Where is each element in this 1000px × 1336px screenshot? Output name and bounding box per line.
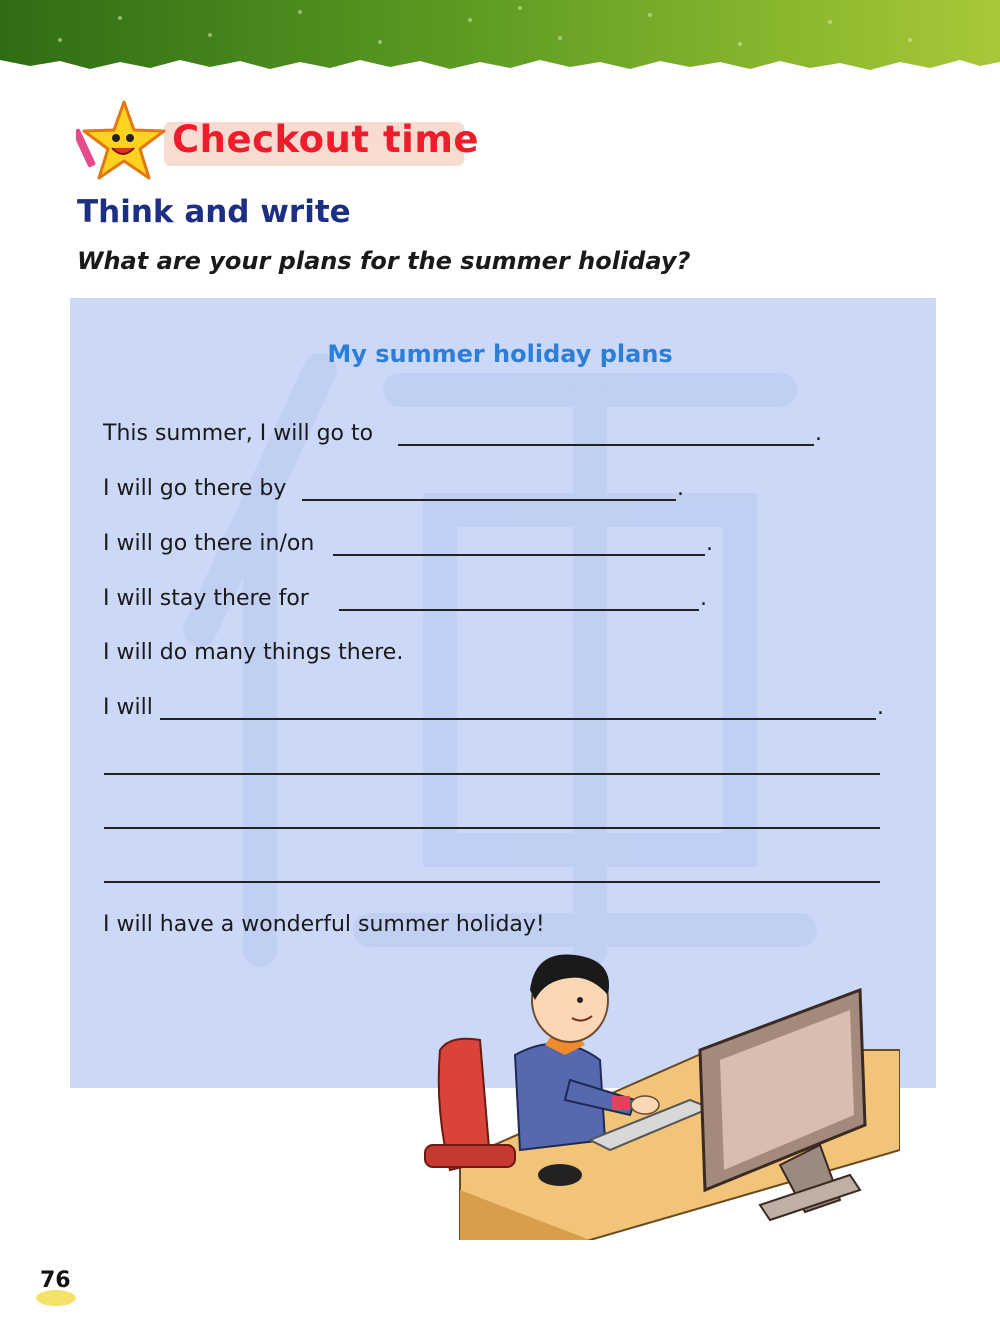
form-line-transport-label: I will go there by xyxy=(103,476,287,501)
period: . xyxy=(700,586,707,611)
form-title: My summer holiday plans xyxy=(327,340,673,368)
duration-blank[interactable] xyxy=(339,609,699,611)
task-question: What are your plans for the summer holiday? xyxy=(77,247,691,275)
boy-at-computer-illustration xyxy=(420,950,900,1240)
period: . xyxy=(815,421,822,446)
transport-blank[interactable] xyxy=(302,499,676,501)
page-number: 76 xyxy=(40,1268,71,1293)
writing-line[interactable] xyxy=(104,773,880,775)
time-blank[interactable] xyxy=(333,554,705,556)
star-mascot-icon xyxy=(76,98,168,188)
writing-line[interactable] xyxy=(104,881,880,883)
form-line-activities-intro: I will do many things there. xyxy=(103,640,404,665)
form-line-time-label: I will go there in/on xyxy=(103,531,315,556)
destination-blank[interactable] xyxy=(398,444,814,446)
activities-blank[interactable] xyxy=(160,718,876,720)
period: . xyxy=(706,531,713,556)
form-closing-line: I will have a wonderful summer holiday! xyxy=(103,912,545,937)
writing-line[interactable] xyxy=(104,827,880,829)
period: . xyxy=(877,695,884,720)
form-line-activities-label: I will xyxy=(103,695,153,720)
form-line-destination-label: This summer, I will go to xyxy=(103,421,374,446)
period: . xyxy=(677,476,684,501)
task-title: Think and write xyxy=(77,194,351,230)
section-title: Checkout time xyxy=(172,118,479,161)
form-line-duration-label: I will stay there for xyxy=(103,586,309,611)
top-banner xyxy=(0,0,1000,80)
